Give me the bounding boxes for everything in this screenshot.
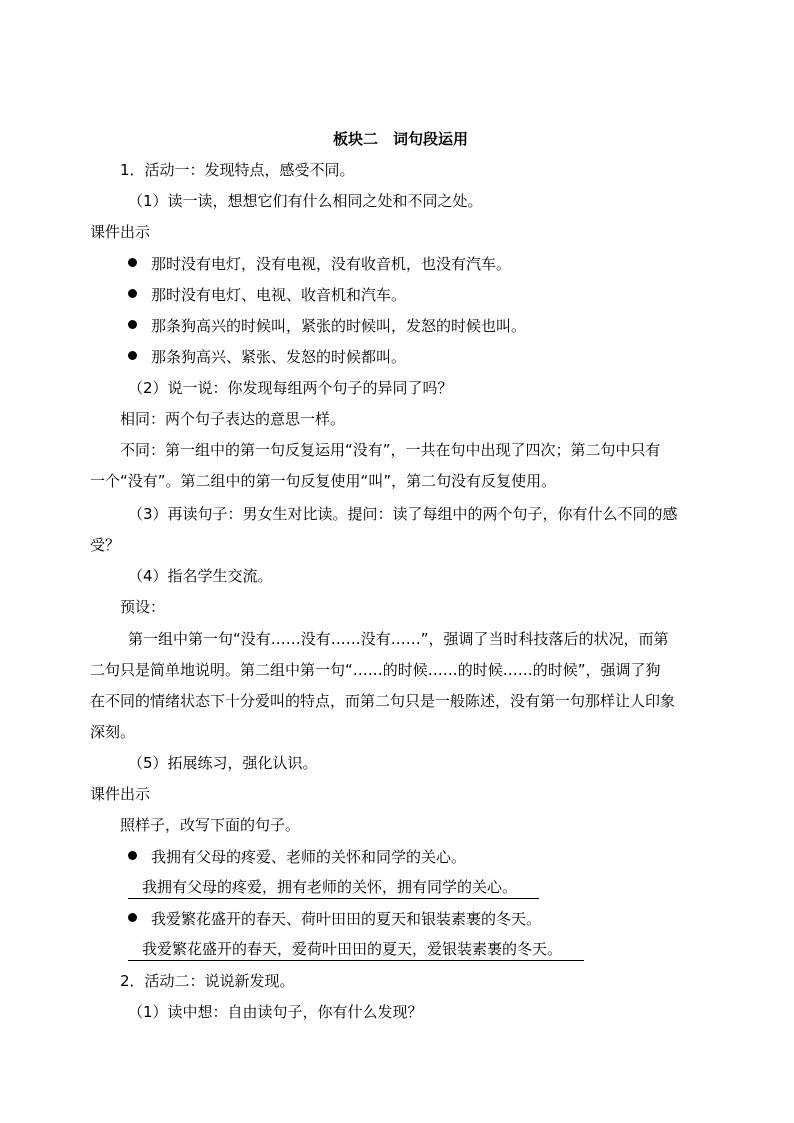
courseware-label: 课件出示	[90, 785, 151, 803]
activity2-heading: 2．活动二：说说新发现。	[120, 972, 295, 990]
exercise-item: 我爱繁花盛开的春天、荷叶田田的夏天和银装素裹的冬天。	[128, 909, 541, 929]
preset-label: 预设：	[120, 598, 166, 616]
bullet-dot-icon	[128, 289, 137, 298]
preset-text: 二句只是简单地说明。第二组中第一句“……的时候……的时候……的时候”，强调了狗	[90, 661, 661, 679]
activity1-step5: （5）拓展练习，强化认识。	[128, 754, 318, 772]
answer-line: 我爱繁花盛开的春天，爱荷叶田田的夏天，爱银装素裹的冬天。	[128, 939, 584, 961]
bullet-item: 那时没有电灯、电视、收音机和汽车。	[128, 285, 406, 305]
bullet-dot-icon	[128, 320, 137, 329]
bullet-item: 那时没有电灯，没有电视，没有收音机，也没有汽车。	[128, 254, 511, 274]
activity1-step4: （4）指名学生交流。	[128, 567, 273, 585]
diff-line: 一个“没有”。第二组中的第一句反复使用“叫”，第二句没有反复使用。	[90, 472, 557, 490]
bullet-dot-icon	[128, 851, 137, 860]
activity1-heading: 1．活动一：发现特点，感受不同。	[120, 161, 355, 179]
bullet-item: 那条狗高兴、紧张、发怒的时候都叫。	[128, 347, 406, 367]
courseware-label: 课件出示	[90, 223, 151, 241]
same-point: 相同：两个句子表达的意思一样。	[120, 410, 346, 428]
activity1-step1: （1）读一读，想想它们有什么相同之处和不同之处。	[128, 192, 483, 210]
bullet-dot-icon	[128, 258, 137, 267]
section-title: 板块二 词句段运用	[333, 130, 469, 148]
diff-line: 不同：第一组中的第一句反复运用“没有”，一共在句中出现了四次；第二句中只有	[120, 441, 661, 459]
activity2-step1: （1）读中想：自由读句子，你有什么发现？	[128, 1003, 423, 1021]
bullet-dot-icon	[128, 351, 137, 360]
activity1-step2: （2）说一说：你发现每组两个句子的异同了吗？	[128, 379, 453, 397]
activity1-step3-cont: 受？	[90, 536, 121, 554]
exercise-instruction: 照样子，改写下面的句子。	[120, 816, 301, 834]
activity1-step3: （3）再读句子：男女生对比读。提问：读了每组中的两个句子，你有什么不同的感	[128, 505, 678, 523]
exercise-item: 我拥有父母的疼爱、老师的关怀和同学的关心。	[128, 847, 466, 867]
preset-text: 在不同的情绪状态下十分爱叫的特点，而第二句只是一般陈述，没有第一句那样让人印象	[90, 692, 676, 710]
preset-text: 第一组中第一句“没有……没有……没有……”，强调了当时科技落后的状况，而第	[128, 630, 669, 648]
bullet-dot-icon	[128, 913, 137, 922]
bullet-item: 那条狗高兴的时候叫，紧张的时候叫，发怒的时候也叫。	[128, 316, 526, 336]
preset-text: 深刻。	[90, 723, 136, 741]
answer-line: 我拥有父母的疼爱，拥有老师的关怀，拥有同学的关心。	[128, 877, 539, 899]
